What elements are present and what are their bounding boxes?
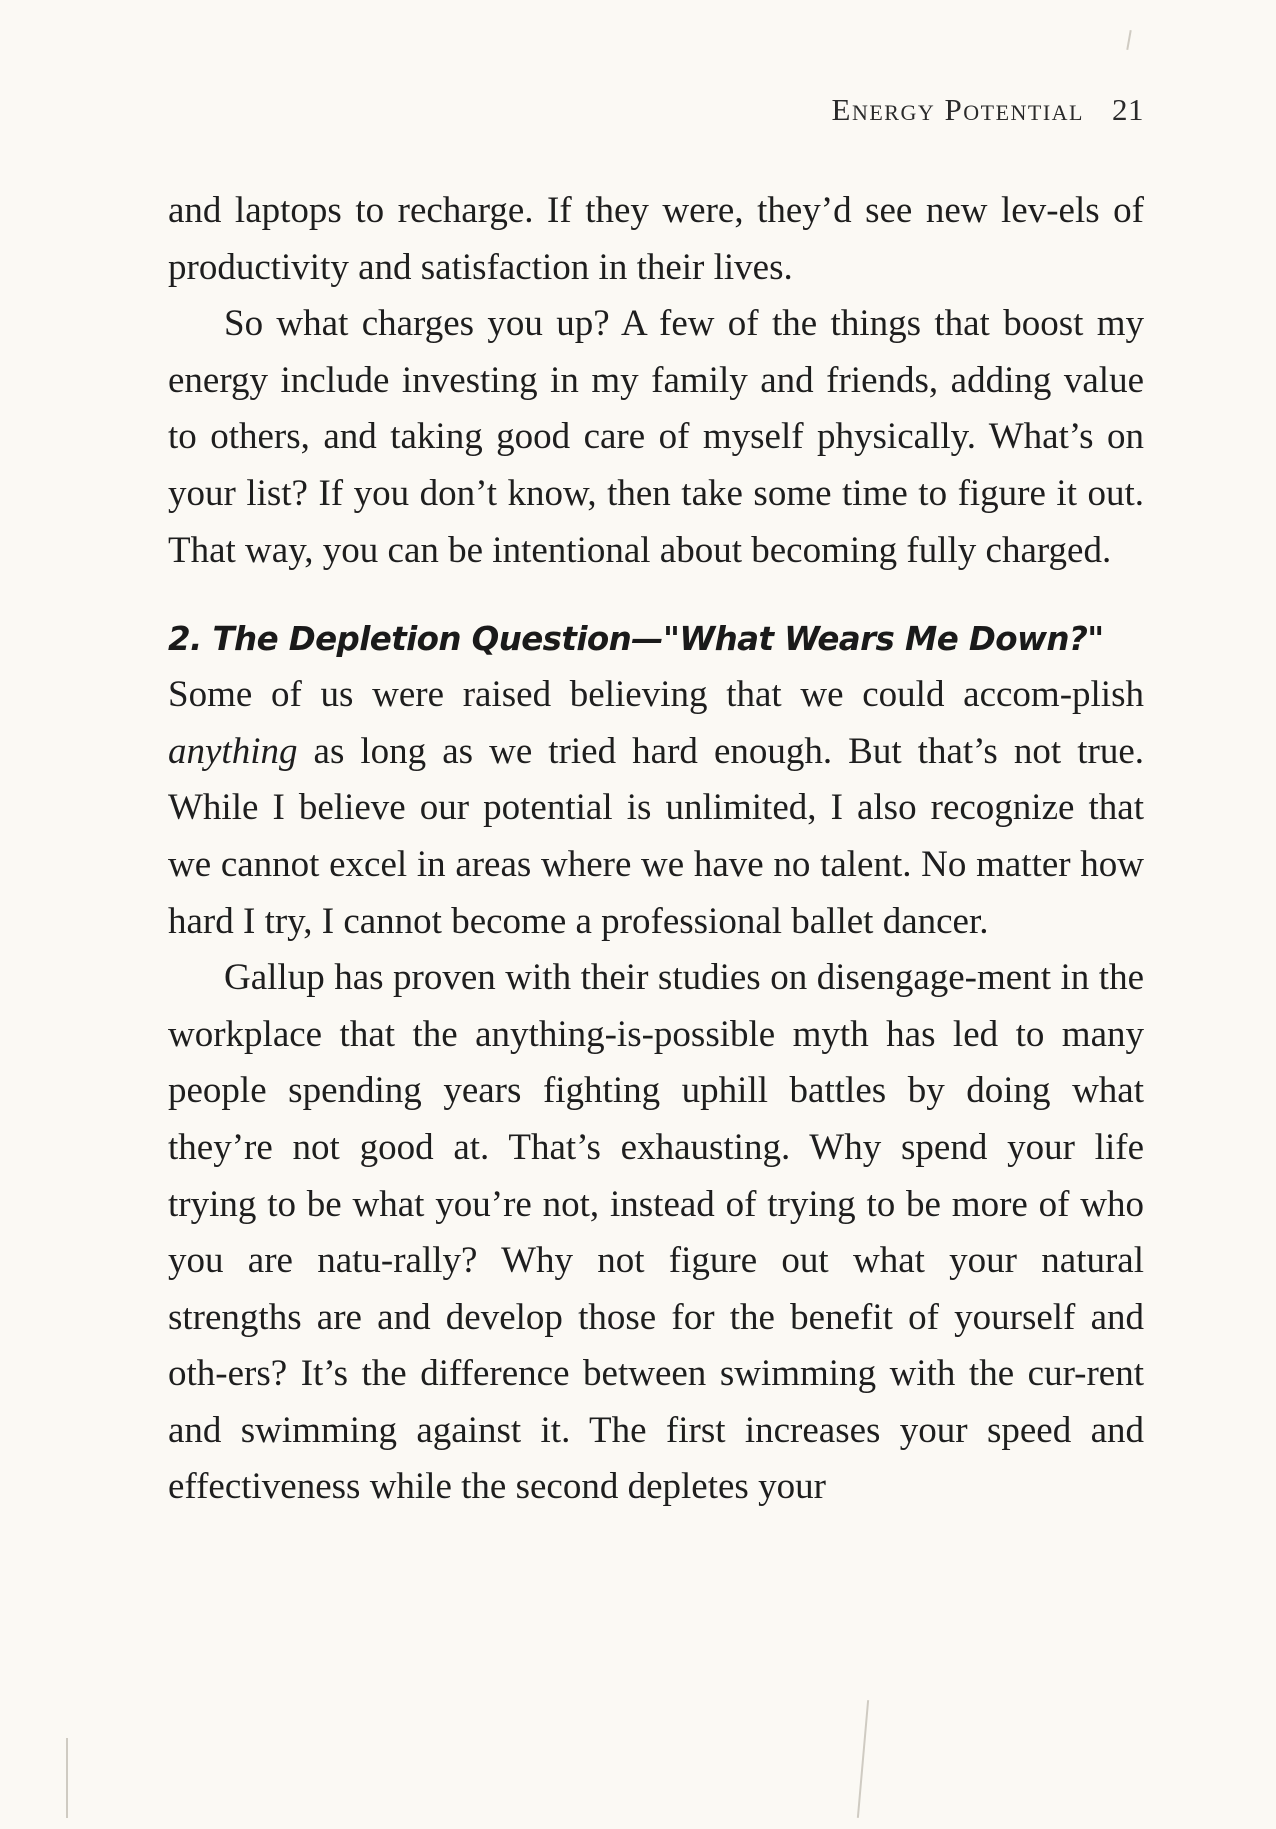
scan-mark-center bbox=[857, 1700, 869, 1818]
emphasis-anything: anything bbox=[168, 730, 298, 772]
scan-mark-left bbox=[66, 1738, 68, 1818]
paragraph-anything bbox=[168, 667, 1144, 950]
scan-mark-top bbox=[1126, 30, 1131, 50]
chapter-title: Energy Potential bbox=[831, 92, 1084, 127]
paragraph-continued: and laptops to recharge. If they were, they’d see new lev-els of productivity and satisfaction in their lives. bbox=[168, 190, 1144, 288]
paragraph-anything-start: Some of us were raised believing that we could accom-plish bbox=[168, 674, 1144, 716]
paragraph-anything-end: as long as we tried hard enough. But that’s not true. While I believe our potential is unlimited, I also recognize that we cannot excel in areas where we have no talent. No matter how hard I try, I cannot become a professional ballet dancer. bbox=[168, 730, 1144, 942]
paragraph-charges: So what charges you up? A few of the things that boost my energy include investing in my family and friends, adding value to others, and taking good care of myself physically. What’s on your list? If you don’t know, then take some time to figure it out. That way, you can be intentional about becoming fully charged. bbox=[168, 303, 1144, 571]
section-heading: 2. The Depletion Question—"What Wears Me Down?" bbox=[168, 620, 1104, 659]
running-head bbox=[832, 92, 1144, 128]
paragraph-gallup: Gallup has proven with their studies on disengage-ment in the workplace that the anything-is-possible myth has led to many people spending years fighting uphill battles by doing what they’re not good at. That’s exhausting. Why spend your life trying to be what you’re not, instead of trying to be more of who you are natu-rally? Why not figure out what your natural strengths are and develop those for the benefit of yourself and oth-ers? It’s the difference between swimming with the cur-rent and swimming against it. The first increases your speed and effectiveness while the second depletes your bbox=[168, 957, 1144, 1508]
body-text bbox=[168, 183, 1144, 1516]
page-number: 21 bbox=[1112, 92, 1144, 127]
